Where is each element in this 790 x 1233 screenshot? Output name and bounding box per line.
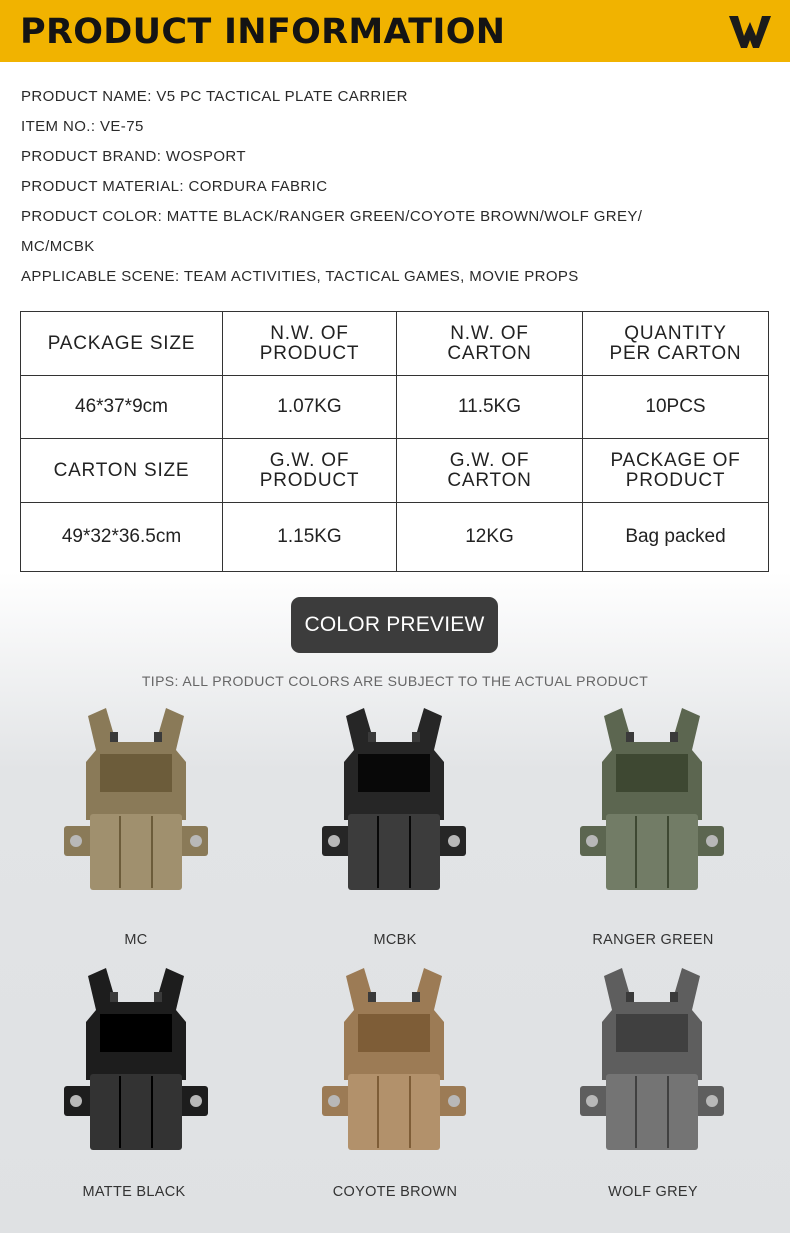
value-cell-package-size: 46*37*9cm: [21, 376, 223, 439]
color-preview-button[interactable]: COLOR PREVIEW: [291, 597, 498, 653]
header-bar: [0, 0, 790, 62]
color-label-matte-black: MATTE BLACK: [82, 1184, 186, 1200]
header-cell-carton-size: CARTON SIZE: [21, 439, 223, 503]
header-cell-gw-product: G.W. OF PRODUCT: [223, 439, 397, 503]
info-product-name: PRODUCT NAME: V5 PC TACTICAL PLATE CARRIER: [21, 88, 408, 105]
value-cell-qty-per-carton: 10PCS: [583, 376, 769, 439]
vest-image-mcbk: [304, 702, 484, 902]
info-brand: PRODUCT BRAND: WOSPORT: [21, 148, 246, 165]
vest-image-coyote-brown: [304, 962, 484, 1162]
value-cell-nw-carton: 11.5KG: [397, 376, 583, 439]
table-header-row: [21, 312, 769, 376]
value-cell-gw-product: 1.15KG: [223, 503, 397, 572]
table-row: [21, 376, 769, 439]
color-label-ranger-green: RANGER GREEN: [592, 932, 714, 948]
header-cell-package-size: PACKAGE SIZE: [21, 312, 223, 376]
color-label-mcbk: MCBK: [373, 932, 417, 948]
vest-image-ranger-green: [562, 702, 742, 902]
brand-logo-icon: [727, 12, 773, 52]
header-cell-package-of-product: PACKAGE OF PRODUCT: [583, 439, 769, 503]
value-cell-carton-size: 49*32*36.5cm: [21, 503, 223, 572]
value-cell-gw-carton: 12KG: [397, 503, 583, 572]
info-scene: APPLICABLE SCENE: TEAM ACTIVITIES, TACTICAL GAMES, MOVIE PROPS: [21, 268, 579, 285]
table-row: [21, 503, 769, 572]
color-tips: TIPS: ALL PRODUCT COLORS ARE SUBJECT TO THE ACTUAL PRODUCT: [141, 673, 649, 689]
info-color: PRODUCT COLOR: MATTE BLACK/RANGER GREEN/COYOTE BROWN/WOLF GREY/: [21, 208, 643, 225]
table-header-row: [21, 439, 769, 503]
color-label-wolf-grey: WOLF GREY: [608, 1184, 698, 1200]
value-cell-package-of-product: Bag packed: [583, 503, 769, 572]
header-cell-nw-carton: N.W. OF CARTON: [397, 312, 583, 376]
header-cell-qty-per-carton: QUANTITY PER CARTON: [583, 312, 769, 376]
vest-image-wolf-grey: [562, 962, 742, 1162]
info-color-continued: MC/MCBK: [21, 238, 95, 255]
vest-image-matte-black: [46, 962, 226, 1162]
value-cell-nw-product: 1.07KG: [223, 376, 397, 439]
color-label-coyote-brown: COYOTE BROWN: [332, 1184, 458, 1200]
info-item-no: ITEM NO.: VE-75: [21, 118, 144, 135]
vest-image-mc: [46, 702, 226, 902]
color-label-mc: MC: [124, 932, 148, 948]
header-cell-gw-carton: G.W. OF CARTON: [397, 439, 583, 503]
info-material: PRODUCT MATERIAL: CORDURA FABRIC: [21, 178, 328, 195]
header-cell-nw-product: N.W. OF PRODUCT: [223, 312, 397, 376]
page-title: PRODUCT INFORMATION: [20, 12, 506, 52]
spec-table: [20, 311, 769, 572]
